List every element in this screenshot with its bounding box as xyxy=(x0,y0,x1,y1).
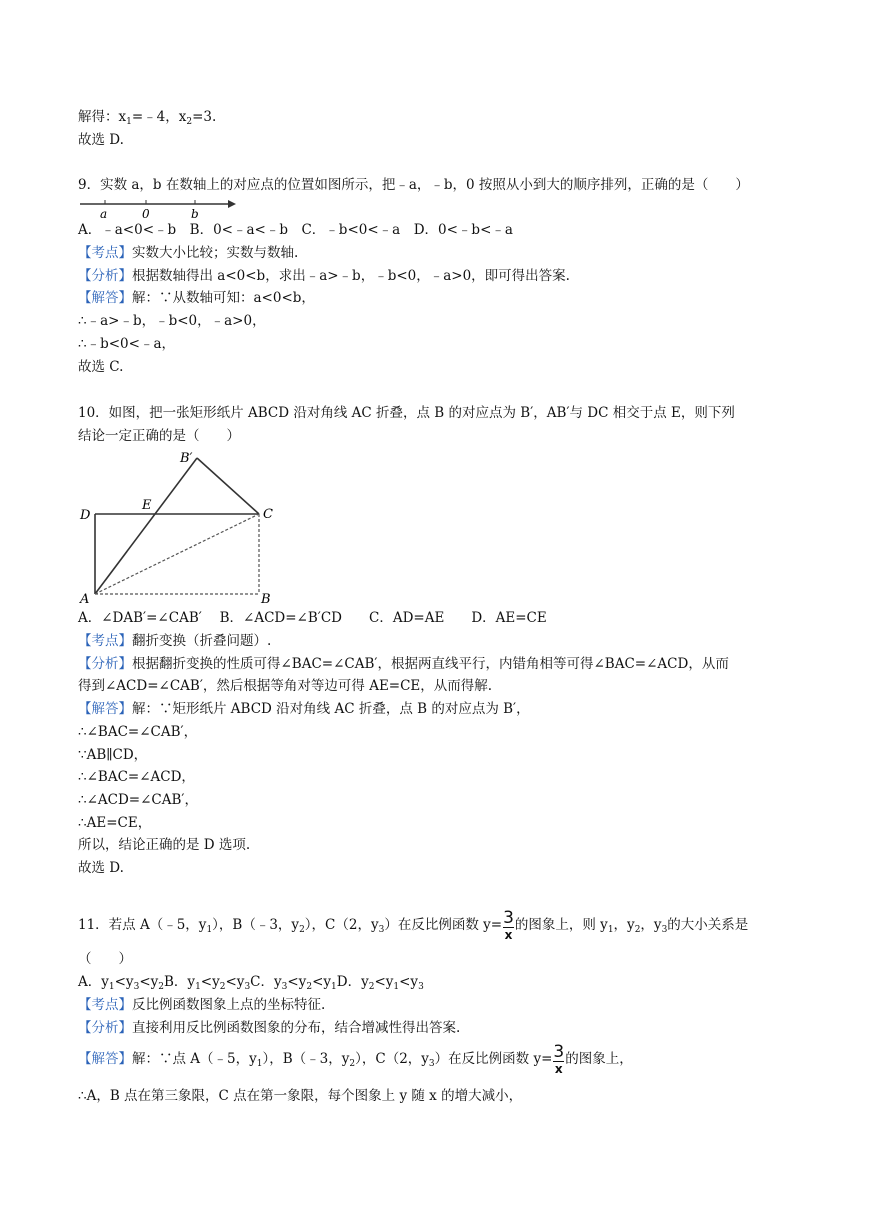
label-e: E xyxy=(142,498,152,513)
label-c: C xyxy=(263,507,273,522)
q10-step-1: ∴∠BAC=∠CAB′， xyxy=(78,724,198,740)
q10-stem-2: 结论一定正确的是（ ） xyxy=(78,428,240,444)
prev-line-2: 故选 D. xyxy=(78,132,124,148)
q11-paren: （ ） xyxy=(78,951,132,967)
q10-fenxi-1: 【分析】根据翻折变换的性质可得∠BAC=∠CAB′，根据两直线平行，内错角相等可得∠BAC=∠ACD，从而 xyxy=(78,656,729,672)
label-a: A xyxy=(80,592,90,607)
fraction-3-over-x-2: $\frac{3}{x}$ xyxy=(553,1042,565,1076)
q9-jieda: 【解答】解：∵从数轴可知：a<0<b， xyxy=(78,290,315,306)
q10-stem-1: 10．如图，把一张矩形纸片 ABCD 沿对角线 AC 折叠，点 B 的对应点为 B′，AB′与 DC 相交于点 E，则下列 xyxy=(78,405,735,421)
q9-step-2: ∴﹣b<0<﹣a， xyxy=(78,336,175,352)
q10-kaodian: 【考点】翻折变换（折叠问题）. xyxy=(78,633,272,649)
label-d: D xyxy=(80,508,91,523)
prev-line-1: 解得：$x_1=﹣4$，$x_2=3$. xyxy=(78,109,217,127)
label-b-prime: B′ xyxy=(180,451,193,466)
q9-stem: 9．实数 a，b 在数轴上的对应点的位置如图所示，把﹣a，﹣b，0 按照从小到大的顺序排列，正确的是（ ） xyxy=(78,177,749,193)
label-b: B xyxy=(261,592,271,607)
axis-label-a: a xyxy=(100,207,108,220)
q10-step-3: ∴∠BAC=∠ACD， xyxy=(78,769,195,785)
q10-step-2: ∵AB∥CD， xyxy=(78,747,148,763)
q10-figure xyxy=(76,448,286,608)
q9-options: A．﹣a<0<﹣b B．0<﹣a<﹣b C．﹣b<0<﹣a D．0<﹣b<﹣a xyxy=(78,222,513,238)
q9-number-line xyxy=(78,192,243,220)
q11-jieda: 【解答】解：∵点 A（﹣5，$y_1$），B（﹣3，$y_2$），C（2，$y_3$）在反比例函数 y= $\frac{3}{x}$ 的图象上， xyxy=(78,1042,633,1076)
q11-kaodian: 【考点】反比例函数图象上点的坐标特征. xyxy=(78,997,326,1013)
q10-step-4: ∴∠ACD=∠CAB′， xyxy=(78,792,198,808)
q9-step-3: 故选 C. xyxy=(78,359,124,375)
q9-fenxi: 【分析】根据数轴得出 a<0<b，求出﹣a>﹣b，﹣b<0，﹣a>0，即可得出答案. xyxy=(78,268,570,284)
fraction-3-over-x: $\frac{3}{x}$ xyxy=(503,908,514,942)
q9-step-1: ∴﹣a>﹣b，﹣b<0，﹣a>0， xyxy=(78,313,266,329)
q9-kaodian: 【考点】实数大小比较；实数与数轴. xyxy=(78,245,299,261)
q11-last-line: ∴A，B 点在第三象限，C 点在第一象限，每个图象上 y 随 x 的增大减小， xyxy=(78,1088,523,1104)
q11-options: A．$y_1<y_3<y_2B$．$y_1<y_2<y_3C$．$y_3<y_2<y_1D$．$y_2<y_1<y_3$ xyxy=(78,974,424,992)
axis-label-b: b xyxy=(191,207,199,220)
q10-fenxi-2: 得到∠ACD=∠CAB′，然后根据等角对等边可得 AE=CE，从而得解. xyxy=(78,678,493,694)
axis-label-0: 0 xyxy=(142,207,150,220)
q11-fenxi: 【分析】直接利用反比例函数图象的分布，结合增减性得出答案. xyxy=(78,1020,461,1036)
q10-options: A．∠DAB′=∠CAB′ B．∠ACD=∠B′CD C．AD=AE D．AE=CE xyxy=(78,610,547,626)
q10-step-7: 故选 D. xyxy=(78,860,124,876)
q10-step-5: ∴AE=CE， xyxy=(78,815,152,831)
q11-stem: 11．若点 A（﹣5，$y_1$），B（﹣3，$y_2$），C（2，$y_3$）在反比例函数 y= $\frac{3}{x}$ 的图象上，则 $y_1$，$y_2$，$y_3$的大小关系是 xyxy=(78,908,749,942)
q10-jieda: 【解答】解：∵矩形纸片 ABCD 沿对角线 AC 折叠，点 B 的对应点为 B′， xyxy=(78,701,530,717)
q10-step-6: 所以，结论正确的是 D 选项. xyxy=(78,837,251,853)
